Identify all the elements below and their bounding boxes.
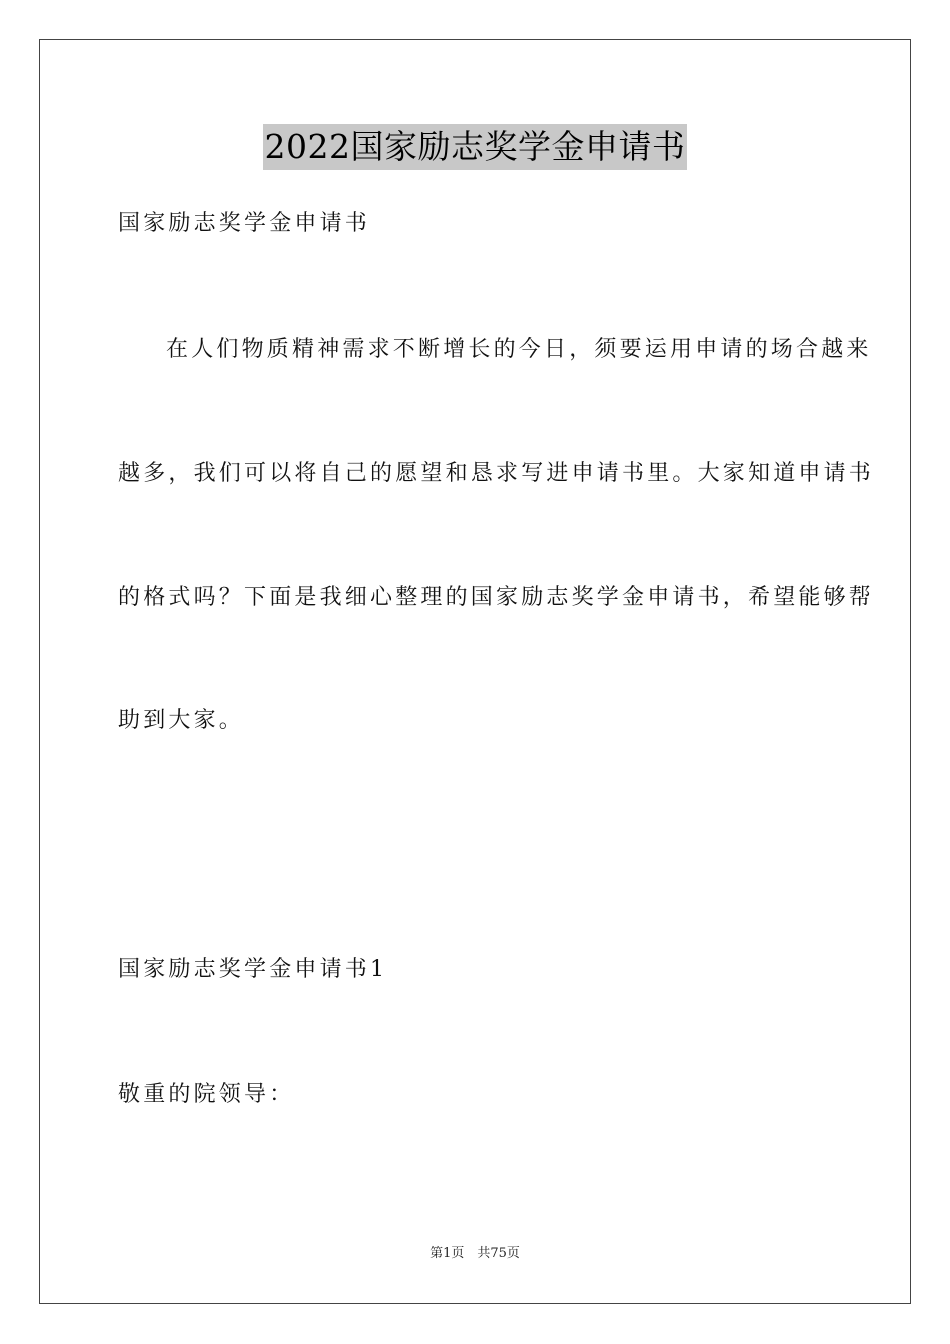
salutation: 敬重的院领导： (118, 1082, 295, 1107)
title-container (0, 124, 950, 170)
intro-line-4: 助到大家。 (118, 708, 245, 733)
intro-line-2: 越多，我们可以将自己的愿望和恳求写进申请书里。大家知道申请书 (118, 461, 875, 486)
page-footer: 第1页 共75页 (430, 1246, 520, 1261)
section-heading: 国家励志奖学金申请书1 (118, 957, 388, 982)
intro-line-1: 在人们物质精神需求不断增长的今日，须要运用申请的场合越来 (166, 337, 872, 362)
document-heading: 国家励志奖学金申请书 (118, 211, 371, 236)
intro-line-3: 的格式吗？下面是我细心整理的国家励志奖学金申请书，希望能够帮 (118, 585, 875, 610)
document-title: 2022国家励志奖学金申请书 (263, 124, 688, 170)
